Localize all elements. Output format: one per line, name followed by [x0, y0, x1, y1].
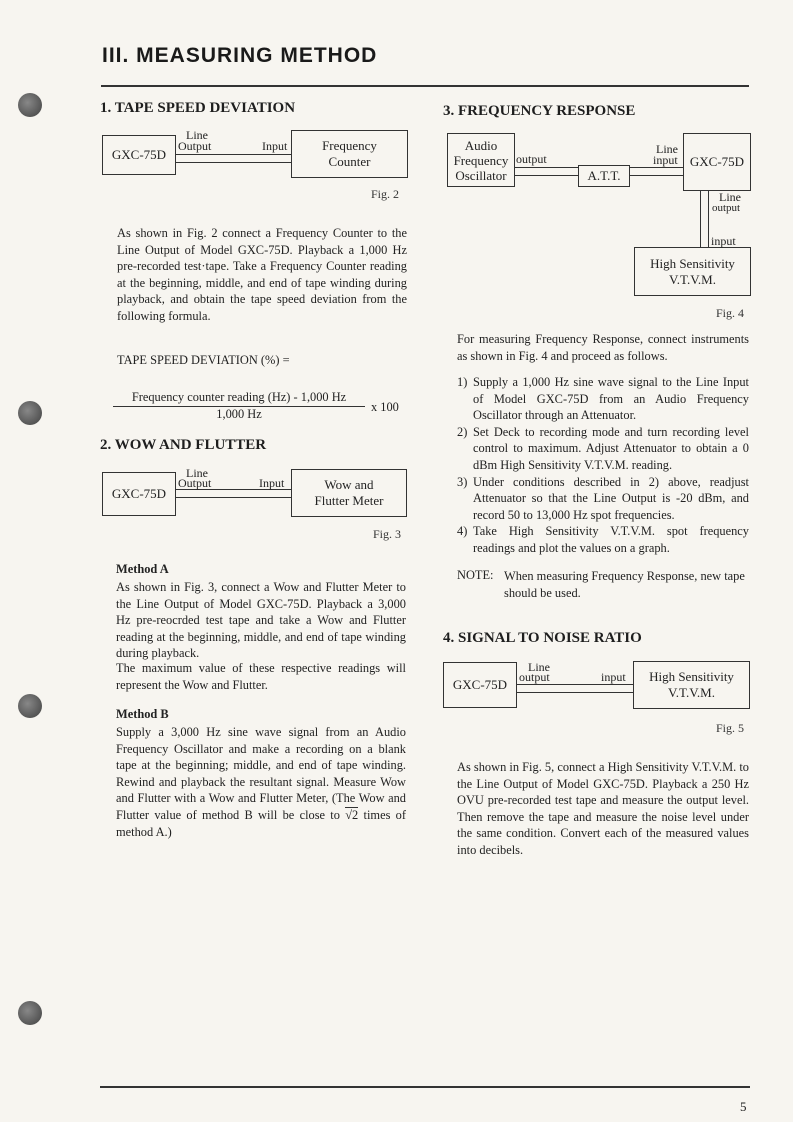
fig3-line-label: Line [186, 466, 208, 480]
fig4-wire-att-gxc-bottom [629, 175, 683, 176]
sqrt-symbol: √2 [345, 807, 359, 822]
step-item [457, 474, 749, 524]
section-1-text: As shown in Fig. 2 connect a Frequency Counter to the Line Output of Model GXC-75D. Playback a 1,000 Hz pre-recorded test·tape. Take a Frequency Counter reading at the beginning, middle, and end of tape winding during playback, and obtain the tape speed deviation from the following formula. [117, 226, 407, 323]
method-a-text: As shown in Fig. 3, connect a Wow and Flutter Meter to the Line Output of Model GXC-75D. Playback a 3,000 Hz pre-reocrded test tape and take a Wow and Flutter reading at the beginning, middle, and end of tape winding during playback. [116, 580, 406, 661]
binder-hole [18, 93, 42, 117]
fig5-wire-bottom [517, 692, 633, 693]
step-number: 3) [457, 474, 468, 489]
fig2-wire-top [176, 154, 291, 155]
method-b-body: Supply a 3,000 Hz sine wave signal from an Audio Frequency Oscillator and make a recording on a blank tape at the beginning; middle, and end of tape winding. Rewind and playback the resultant signal. Measure Wow and Flutter with a Wow and Flutter Meter, (The Wow and Flutter value of method B will be close to [116, 725, 406, 822]
fig4-output-label: output [516, 152, 547, 166]
section-3-intro: For measuring Frequency Response, connect instruments as shown in Fig. 4 and proceed as follows. [457, 332, 749, 363]
fig4-caption: Fig. 4 [716, 306, 745, 320]
fig2-wire-bottom [176, 162, 291, 163]
fig3-input-label: Input [259, 476, 285, 490]
fig4-line2-label: Line [719, 190, 741, 204]
fig5-vtvm-box: High Sensitivity V.T.V.M. [633, 661, 750, 709]
step-text: Set Deck to recording mode and turn recording level control to maximum. Adjust Attenuator to obtain a 0 dBm High Sensitivity V.T.V.M. reading. [473, 424, 749, 472]
fig2-output-label: Output [178, 139, 212, 153]
binder-hole [18, 694, 42, 718]
method-b-text [116, 724, 406, 840]
step-text: Take High Sensitivity V.T.V.M. spot frequency readings and plot the values on a graph. [473, 524, 749, 555]
fig4-att-box: A.T.T. [578, 165, 630, 187]
formula-label: TAPE SPEED DEVIATION (%) = [117, 353, 290, 367]
steps-list [457, 374, 749, 557]
fig2-input-label: Input [262, 139, 288, 153]
page-number: 5 [740, 1099, 747, 1114]
step-number: 2) [457, 424, 468, 439]
method-a-text-2: The maximum value of these respective readings will represent the Wow and Flutter. [116, 661, 406, 692]
fig5-line-label: Line [528, 660, 550, 674]
method-b-title: Method B [116, 707, 169, 721]
fig4-wire-att-gxc-top [629, 167, 683, 168]
fig4-gxc-box: GXC-75D [683, 133, 751, 191]
fig2-line-label: Line [186, 128, 208, 142]
section-4-text: As shown in Fig. 5, connect a High Sensitivity V.T.V.M. to the Line Output of Model GXC-75D. Playback a 250 Hz OVU pre-recorded test tape and measure the output level. Then remove the tape and measure the noise level under the same condition. Convert each of the measured values into decibels. [457, 760, 749, 857]
step-item [457, 523, 749, 556]
note-text: When measuring Frequency Response, new tape should be used. [504, 569, 745, 600]
fig2-caption: Fig. 2 [371, 187, 400, 201]
fig3-gxc-box: GXC-75D [102, 472, 176, 516]
note-label: NOTE: [457, 568, 494, 582]
fig4-output2-label: output [712, 202, 741, 214]
section-1-heading: 1. TAPE SPEED DEVIATION [100, 100, 296, 116]
fig5-gxc-box: GXC-75D [443, 662, 517, 708]
fig5-wire-top [517, 684, 633, 685]
fig4-wire-osc-att-bottom [514, 175, 578, 176]
fig3-wire-bottom [176, 497, 291, 498]
formula-numerator: Frequency counter reading (Hz) - 1,000 Hz [131, 390, 347, 404]
fig4-vtvm-box: High Sensitivity V.T.V.M. [634, 247, 751, 296]
formula-multiplier: x 100 [371, 400, 399, 414]
fig5-caption: Fig. 5 [716, 721, 745, 735]
step-number: 4) [457, 524, 468, 539]
step-text: Under conditions described in 2) above, readjust Attenuator so that the Line Output is -20 dBm, and record 50 to 13,000 Hz spot frequencies. [473, 474, 749, 522]
fig4-oscillator-box: Audio Frequency Oscillator [447, 133, 515, 187]
section-2-heading: 2. WOW AND FLUTTER [100, 437, 267, 453]
step-number: 1) [457, 375, 468, 389]
fig2-gxc-box: GXC-75D [102, 135, 176, 175]
fig3-output-label: Output [178, 476, 212, 490]
fig4-input2-label: input [711, 234, 736, 248]
step-item [457, 424, 749, 474]
formula-denominator: 1,000 Hz [216, 407, 262, 421]
method-a-title: Method A [116, 562, 169, 576]
fig3-caption: Fig. 3 [373, 527, 402, 541]
fig4-input-label: input [653, 153, 678, 167]
binder-hole [18, 1001, 42, 1025]
fig2-counter-box: Frequency Counter [291, 130, 408, 178]
method-b-tail: times of method A.) [116, 807, 406, 839]
section-4-heading: 4. SIGNAL TO NOISE RATIO [443, 630, 642, 646]
footer-rule [100, 1086, 750, 1088]
section-3-heading: 3. FREQUENCY RESPONSE [443, 103, 636, 119]
page-title: III. MEASURING METHOD [102, 44, 378, 67]
fig5-output-label: output [519, 670, 550, 684]
binder-hole [18, 401, 42, 425]
step-text: Supply a 1,000 Hz sine wave signal to the Line Input of Model GXC-75D from an Audio Frequency Oscillator through an Attenuator. [473, 375, 749, 423]
fig4-wire-gxc-vtvm-right [708, 190, 709, 247]
fig4-wire-osc-att-top [514, 167, 578, 168]
fig4-wire-gxc-vtvm-left [700, 190, 701, 247]
fig4-line-label: Line [656, 142, 678, 156]
fig5-input-label: input [601, 670, 626, 684]
header-rule [101, 85, 749, 87]
fig3-meter-box: Wow and Flutter Meter [291, 469, 407, 517]
step-item [457, 374, 749, 424]
